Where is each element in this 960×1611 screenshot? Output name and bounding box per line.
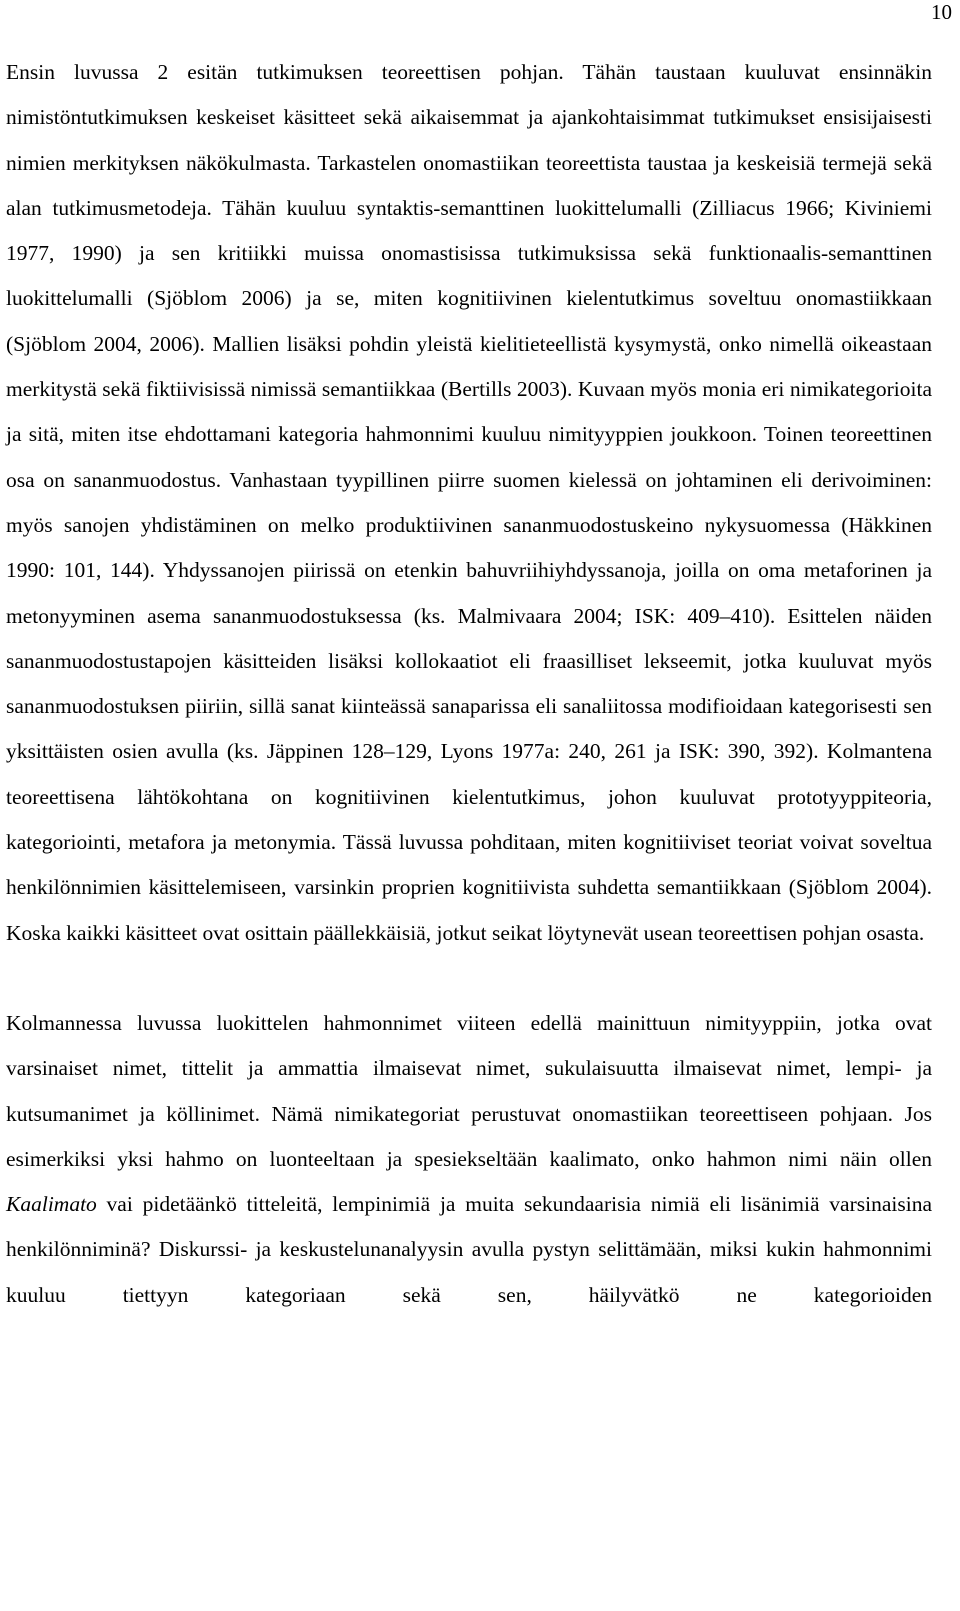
paragraph-text-after-italic: vai pidetäänkö titteleitä, lempinimiä ja muita sekundaarisia nimiä eli lisänimiä varsinaisina henkilönniminä? Diskurssi- ja keskustelunanalyysin avulla pystyn selittämään, miksi kukin hahmonnimi kuuluu tiettyyn kategoriaan sekä sen, häilyvätkö ne kategorioiden <box>6 1192 932 1307</box>
paragraph-spacer <box>6 956 932 1001</box>
page-number: 10 <box>931 0 952 24</box>
italic-name-kaalimato: Kaalimato <box>6 1192 97 1217</box>
paragraph-text-before-italic: Kolmannessa luvussa luokittelen hahmonnimet viiteen edellä mainittuun nimityyppiin, jotka ovat varsinaiset nimet, tittelit ja ammattia ilmaisevat nimet, sukulaisuutta ilmaisevat nimet, lempi- ja kutsumanimet ja köllinimet. Nämä nimikategoriat perustuvat onomastiikan teoreettiseen pohjaan. Jos esimerkiksi yksi hahmo on luonteeltaan ja spesiekseltään kaalimato, onko hahmon nimi näin ollen <box>6 1010 932 1171</box>
paragraph-chapter-2-overview: Ensin luvussa 2 esitän tutkimuksen teoreettisen pohjan. Tähän taustaan kuuluvat ensinnäkin nimistöntutkimuksen keskeiset käsitteet sekä aikaisemmat ja ajankohtaisimmat tutkimukset ensisijaisesti nimien merkityksen näkökulmasta. Tarkastelen onomastiikan teoreettista taustaa ja keskeisiä termejä sekä alan tutkimusmetodeja. Tähän kuuluu syntaktis-semanttinen luokittelumalli (Zilliacus 1966; Kiviniemi 1977, 1990) ja sen kritiikki muissa onomastisissa tutkimuksissa sekä funktionaalis-semanttinen luokittelumalli (Sjöblom 2006) ja se, miten kognitiivinen kielentutkimus soveltuu onomastiikkaan (Sjöblom 2004, 2006). Mallien lisäksi pohdin yleistä kielitieteellistä kysymystä, onko nimellä oikeastaan merkitystä sekä fiktiivisissä nimissä semantiikkaa (Bertills 2003). Kuvaan myös monia eri nimikategorioita ja sitä, miten itse ehdottamani kategoria hahmonnimi kuuluu nimityyppien joukkoon. Toinen teoreettinen osa on sananmuodostus. Vanhastaan tyypillinen piirre suomen kielessä on johtaminen eli derivoiminen: myös sanojen yhdistäminen on melko produktiivinen sananmuodostuskeino nykysuomessa (Häkkinen 1990: 101, 144). Yhdyssanojen piirissä on etenkin bahuvriihiyhdyssanoja, joilla on oma metaforinen ja metonyyminen asema sananmuodostuksessa (ks. Malmivaara 2004; ISK: 409–410). Esittelen näiden sananmuodostustapojen käsitteiden lisäksi kollokaatiot eli fraasilliset lekseemit, jotka kuuluvat myös sananmuodostuksen piiriin, sillä sanat kiinteässä sanaparissa eli sanaliitossa modifioidaan kategorisesti sen yksittäisten osien avulla (ks. Jäppinen 128–129, Lyons 1977a: 240, 261 ja ISK: 390, 392). Kolmantena teoreettisena lähtökohtana on kognitiivinen kielentutkimus, johon kuuluvat prototyyppiteoria, kategoriointi, metafora ja metonymia. Tässä luvussa pohditaan, miten kognitiiviset teoriat voivat soveltua henkilönnimien käsittelemiseen, varsinkin proprien kognitiivista suhdetta semantiikkaan (Sjöblom 2004). Koska kaikki käsitteet ovat osittain päällekkäisiä, jotkut seikat löytynevät usean teoreettisen pohjan osasta. <box>6 60 932 945</box>
document-body <box>6 50 932 1318</box>
paragraph-chapter-3-overview <box>6 1001 932 1318</box>
